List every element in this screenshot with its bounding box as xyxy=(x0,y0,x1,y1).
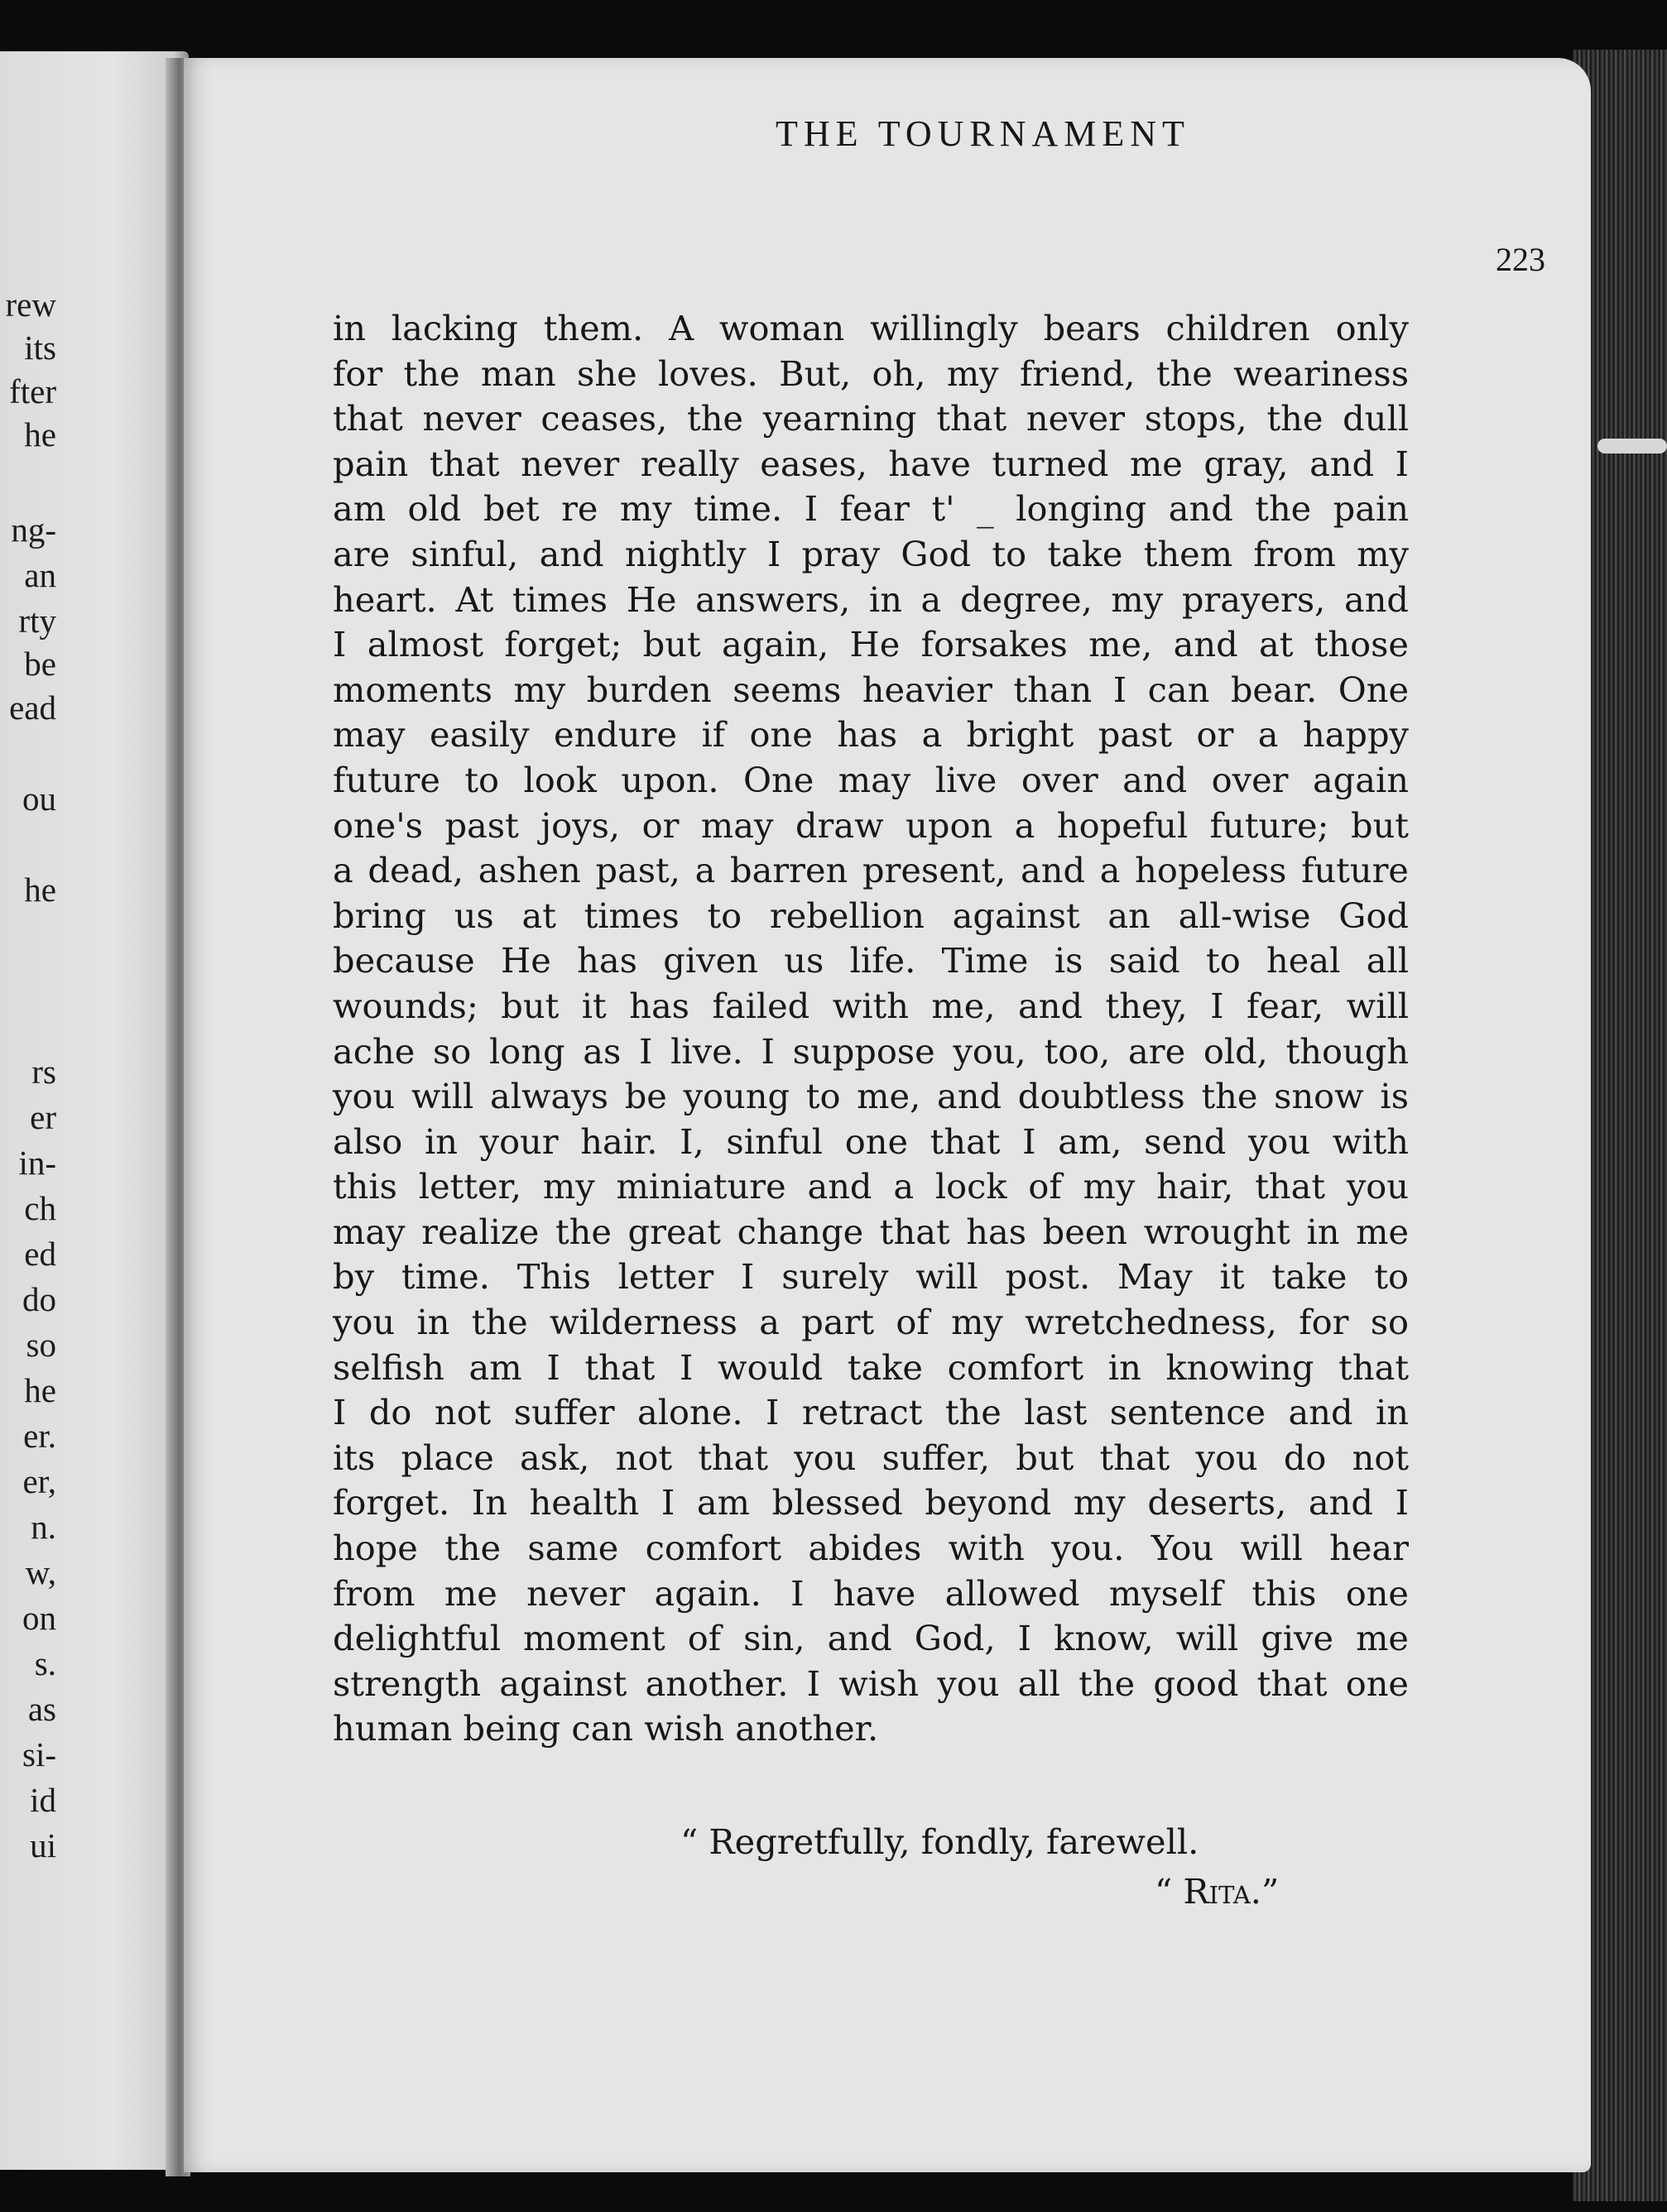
text-line: moments my burden seems heavier than I can bear. One xyxy=(333,669,1409,710)
running-head: THE TOURNAMENT xyxy=(776,113,1190,154)
text-line: are sinful, and nightly I pray God to take them from my xyxy=(333,533,1409,574)
previous-page-text-fragment: he xyxy=(24,1371,56,1409)
previous-page-text-fragment: ui xyxy=(30,1826,56,1864)
text-line: may realize the great change that has been wrought in me xyxy=(333,1211,1409,1252)
text-line: one's past joys, or may draw upon a hopeful future; but xyxy=(333,804,1409,846)
text-line: strength against another. I wish you all the good that one xyxy=(333,1663,1409,1704)
previous-page-text-fragment: er. xyxy=(23,1417,56,1455)
text-line: delightful moment of sin, and God, I know, will give me xyxy=(333,1618,1409,1659)
text-line: pain that never really eases, have turned me gray, and I xyxy=(333,443,1409,484)
text-line: you in the wilderness a part of my wretchedness, for so xyxy=(333,1302,1409,1343)
text-line: bring us at times to rebellion against an all-wise God xyxy=(333,895,1409,936)
previous-page-text-fragment: er xyxy=(30,1098,56,1136)
previous-page-text-fragment: s. xyxy=(34,1644,56,1682)
previous-page-text-fragment: rs xyxy=(31,1053,56,1091)
letter-body xyxy=(333,306,1409,1752)
text-line: wounds; but it has failed with me, and they, I fear, will xyxy=(333,985,1409,1026)
text-line: from me never again. I have allowed myself this one xyxy=(333,1572,1409,1614)
text-line: am old bet re my time. I fear t' _ longing and the pain xyxy=(333,488,1409,530)
previous-page-text-fragment: ng- xyxy=(11,511,56,549)
text-line: selfish am I that I would take comfort in knowing that xyxy=(333,1346,1409,1388)
previous-page-text-fragment: n. xyxy=(31,1508,56,1546)
previous-page-text-fragment: its xyxy=(24,329,56,367)
book-page xyxy=(184,58,1591,2172)
previous-page-text-fragment: he xyxy=(24,415,56,453)
text-line: heart. At times He answers, in a degree, my prayers, and xyxy=(333,578,1409,620)
previous-page-text-fragment: in- xyxy=(18,1144,56,1182)
previous-page-text-fragment: he xyxy=(24,871,56,909)
text-line: future to look upon. One may live over and over again xyxy=(333,759,1409,800)
text-line: by time. This letter I surely will post. May it take to xyxy=(333,1256,1409,1298)
previous-page-text-fragment: ch xyxy=(24,1189,56,1227)
text-line: this letter, my miniature and a lock of my hair, that you xyxy=(333,1166,1409,1207)
previous-page-text-fragment: w, xyxy=(25,1553,56,1591)
previous-page-text-fragment: ou xyxy=(22,780,56,818)
fore-edge-mark xyxy=(1597,439,1667,453)
previous-page-text-fragment: an xyxy=(24,556,56,594)
text-line: ache so long as I live. I suppose you, too, are old, though xyxy=(333,1030,1409,1072)
text-line: you will always be young to me, and doubtless the snow is xyxy=(333,1076,1409,1117)
page-number: 223 xyxy=(1496,241,1545,278)
text-line: for the man she loves. But, oh, my friend, the weariness xyxy=(333,353,1409,394)
text-line: I almost forget; but again, He forsakes me, and at those xyxy=(333,624,1409,665)
previous-page-text-fragment: id xyxy=(30,1781,56,1819)
text-line: because He has given us life. Time is said to heal all xyxy=(333,940,1409,981)
text-line: a dead, ashen past, a barren present, and a hopeless future xyxy=(333,850,1409,891)
previous-page-text-fragment: ed xyxy=(24,1235,56,1273)
text-line: in lacking them. A woman willingly bears children only xyxy=(333,308,1409,348)
text-line: may easily endure if one has a bright past or a happy xyxy=(333,714,1409,756)
text-line: human being can wish another. xyxy=(333,1708,879,1749)
text-line: that never ceases, the yearning that never stops, the dull xyxy=(333,398,1409,439)
previous-page-text-fragment: rty xyxy=(18,602,56,640)
previous-page-text-fragment: si- xyxy=(22,1735,56,1773)
previous-page-text-fragment: er, xyxy=(22,1462,56,1500)
text-line: I do not suffer alone. I retract the last sentence and in xyxy=(333,1392,1409,1433)
previous-page-text-fragment: rew xyxy=(5,285,56,324)
previous-page-text-fragment: fter xyxy=(9,372,56,410)
text-line: also in your hair. I, sinful one that I am, send you with xyxy=(333,1120,1409,1162)
previous-page-text-fragment: as xyxy=(27,1690,56,1728)
previous-page-text-fragment: so xyxy=(26,1326,56,1364)
text-line: its place ask, not that you suffer, but that you do not xyxy=(333,1437,1409,1478)
letter-closing: “ Regretfully, fondly, farewell. xyxy=(680,1821,1199,1862)
previous-page-edge xyxy=(0,51,189,2170)
letter-signature: “ Rita.” xyxy=(1155,1871,1280,1912)
previous-page-text-fragment: do xyxy=(22,1280,56,1318)
previous-page-text-fragment: ead xyxy=(9,689,56,727)
text-line: forget. In health I am blessed beyond my deserts, and I xyxy=(333,1482,1409,1523)
text-line: hope the same comfort abides with you. You will hear xyxy=(333,1528,1409,1569)
previous-page-text-fragment: on xyxy=(22,1599,56,1637)
previous-page-text-fragment: be xyxy=(24,645,56,683)
